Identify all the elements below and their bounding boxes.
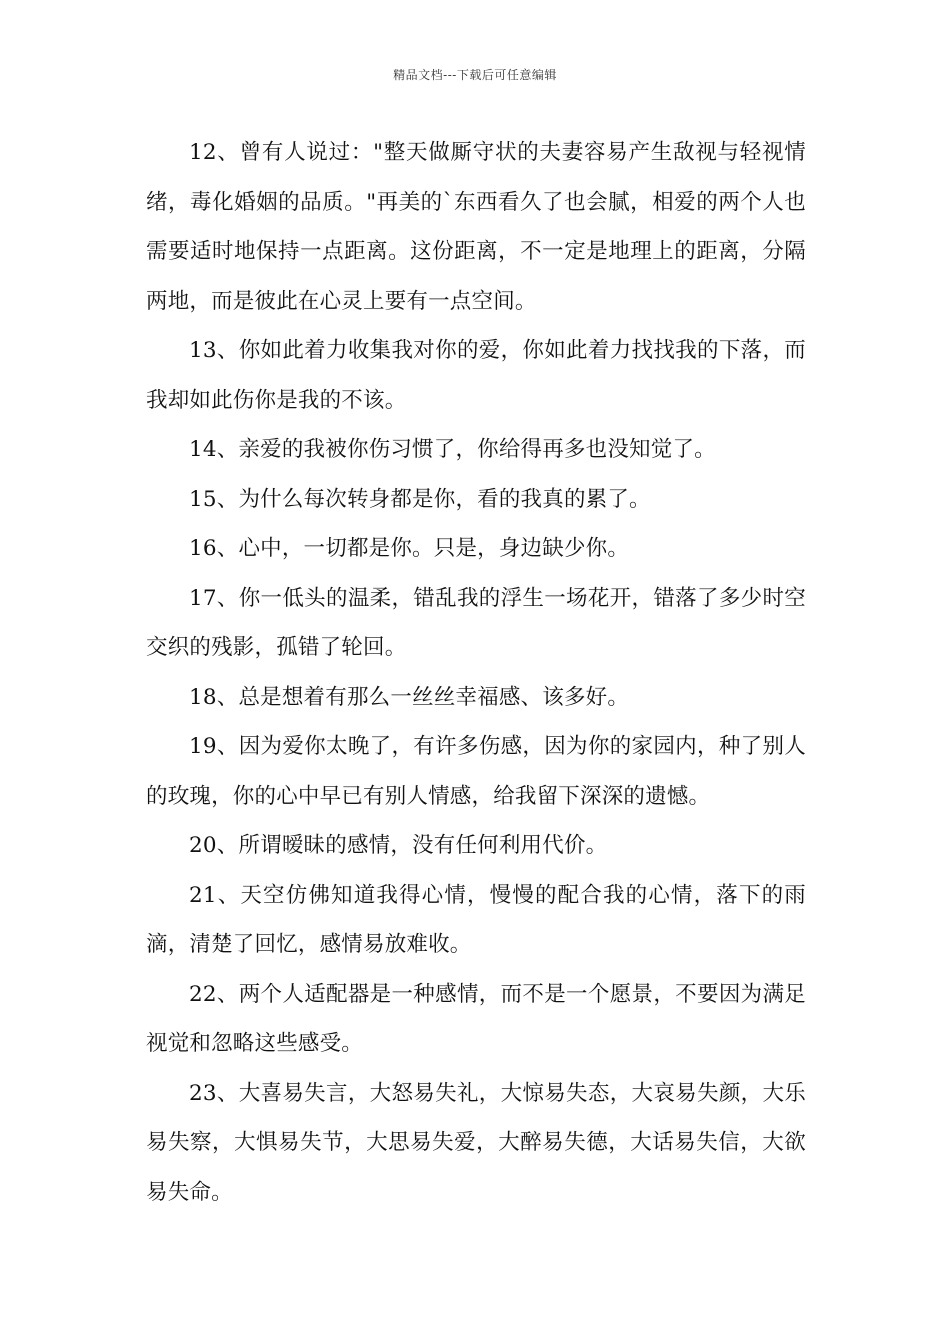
paragraph-21: 21、天空仿佛知道我得心情，慢慢的配合我的心情，落下的雨滴，清楚了回忆，感情易放难收。: [146, 882, 806, 957]
paragraph-14: 14、亲爱的我被你伤习惯了，你给得再多也没知觉了。: [189, 437, 716, 462]
page-header: 精品文档---下载后可任意编辑: [393, 68, 557, 82]
paragraph-17: 17、你一低头的温柔，错乱我的浮生一场花开，错落了多少时空交织的残影，孤错了轮回。: [146, 585, 806, 660]
paragraph-15: 15、为什么每次转身都是你，看的我真的累了。: [189, 486, 651, 512]
paragraph-22: 22、两个人适配器是一种感情，而不是一个愿景，不要因为满足视觉和忽略这些感受。: [146, 981, 806, 1056]
paragraph-16: 16、心中，一切都是你。只是，身边缺少你。: [189, 536, 630, 561]
paragraph-18: 18、总是想着有那么一丝丝幸福感、该多好。: [189, 684, 630, 710]
paragraph-12: 12、曾有人说过："整天做厮守状的夫妻容易产生敌视与轻视情绪，毒化婚姻的品质。"再美的`东西看久了也会腻，相爱的两个人也需要适时地保持一点距离。这份距离，不一定是地理上的距离，分隔两地，而是彼此在心灵上要有一点空间。: [146, 140, 806, 314]
paragraph-13: 13、你如此着力收集我对你的爱，你如此着力找找我的下落，而我却如此伤你是我的不该。: [146, 338, 806, 413]
document-body: [146, 128, 806, 1217]
paragraph-19: 19、因为爱你太晚了，有许多伤感，因为你的家园内，种了别人的玫瑰，你的心中早已有别人情感，给我留下深深的遗憾。: [146, 734, 806, 809]
paragraph-23: 23、大喜易失言，大怒易失礼，大惊易失态，大哀易失颜，大乐易失察，大惧易失节，大思易失爱，大醉易失德，大话易失信，大欲易失命。: [146, 1080, 806, 1205]
paragraph-20: 20、所谓暧昧的感情，没有任何利用代价。: [189, 833, 608, 858]
